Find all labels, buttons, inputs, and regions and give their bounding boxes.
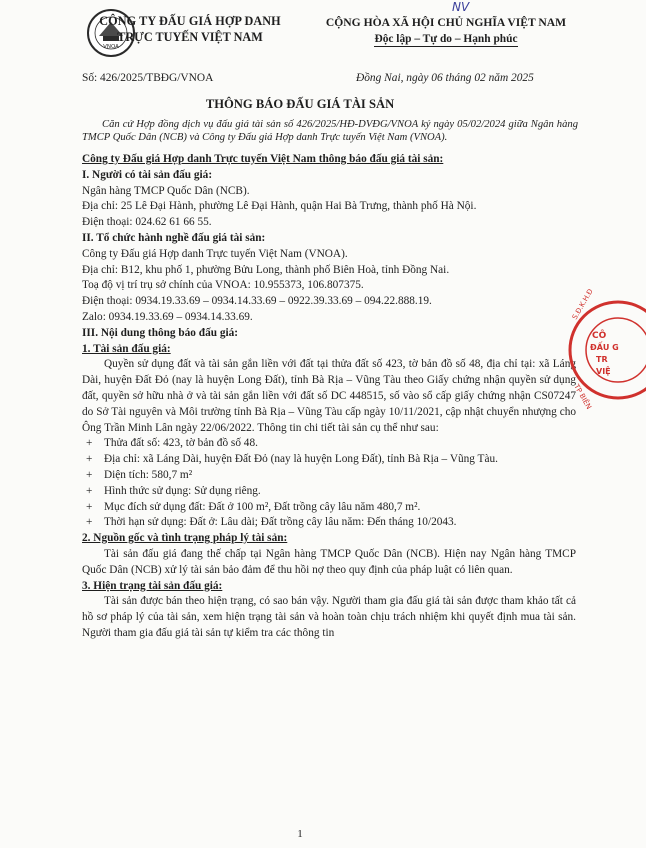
- stamp-text: S.Đ.K.H.Đ: [570, 287, 595, 321]
- document-body: [82, 152, 576, 642]
- owner-phone: Điện thoại: 024.62 61 66 55.: [82, 216, 212, 229]
- org-zalo: Zalo: 0934.19.33.69 – 0934.14.33.69.: [82, 310, 253, 323]
- stamp-text: CÔ: [592, 331, 607, 341]
- subsection-2-heading: 2. Nguồn gốc và tình trạng pháp lý tài sản:: [82, 532, 288, 545]
- subsection-1-heading: 1. Tài sản đấu giá:: [82, 342, 171, 355]
- document-title: THÔNG BÁO ĐẤU GIÁ TÀI SẢN: [205, 97, 395, 111]
- stamp-text: TR: [596, 355, 608, 364]
- company-stamp: [566, 287, 646, 411]
- asset-detail-item: + Diện tích: 580,7 m²: [82, 468, 576, 484]
- section-2-heading: II. Tổ chức hành nghề đấu giá tài sản:: [82, 231, 266, 244]
- org-address: Địa chỉ: B12, khu phố 1, phường Bửu Long, thành phố Biên Hoà, tỉnh Đồng Nai.: [82, 263, 450, 276]
- place-date: Đồng Nai, ngày 06 tháng 02 năm 2025: [356, 72, 534, 84]
- asset-detail-item: + Mục đích sử dụng đất: Đất ở 100 m², Đất trồng cây lâu năm 480,7 m².: [82, 500, 576, 516]
- logo-text: VNOA: [103, 44, 119, 50]
- asset-detail-item: + Thời hạn sử dụng: Đất ở: Lâu dài; Đất trồng cây lâu năm: Đến tháng 10/2043.: [82, 515, 576, 531]
- section-3-heading: III. Nội dung thông báo đấu giá:: [82, 326, 239, 339]
- company-name-line2: TRỰC TUYẾN VIỆT NAM: [117, 30, 263, 44]
- national-header: [320, 16, 572, 47]
- org-coordinates: Toạ độ vị trí trụ sở chính của VNOA: 10.955373, 106.807375.: [82, 279, 364, 292]
- legal-basis: Căn cứ Hợp đồng dịch vụ đấu giá tài sản số 426/2025/HĐ-DVĐG/VNOA ký ngày 05/02/2024 giữa Ngân hàng TMCP Quốc Dân (NCB) và Công ty Đấu giá Hợp danh Trực tuyến Việt Nam (VNOA).: [82, 119, 578, 143]
- nation-motto: Độc lập – Tự do – Hạnh phúc: [374, 33, 518, 45]
- owner-name: Ngân hàng TMCP Quốc Dân (NCB).: [82, 184, 250, 197]
- company-name-line1: CÔNG TY ĐẤU GIÁ HỢP DANH: [99, 14, 281, 28]
- legal-status-text: Tài sản đấu giá đang thế chấp tại Ngân hàng TMCP Quốc Dân (NCB). Hiện nay Ngân hàng TMCP Quốc Dân (NCB) xử lý tài sản bảo đảm để thu hồi nợ theo quy định của pháp luật có liên quan.: [82, 547, 576, 576]
- stamp-text: TP BIÊN: [572, 383, 593, 411]
- asset-detail-item: + Thửa đất số: 423, tờ bản đồ số 48.: [82, 436, 576, 452]
- announce-heading: Công ty Đấu giá Hợp danh Trực tuyến Việt Nam thông báo đấu giá tài sản:: [82, 153, 444, 165]
- nation-title: CỘNG HÒA XÃ HỘI CHỦ NGHĨA VIỆT NAM: [325, 16, 567, 29]
- subsection-3-heading: 3. Hiện trạng tài sản đấu giá:: [82, 579, 223, 592]
- asset-description: Quyền sử dụng đất và tài sản gắn liền với đất tại thửa đất số 423, tờ bản đồ số 48, địa chỉ tại: xã Láng Dài, huyện Đất Đỏ (nay là huyện Long Đất), tỉnh Bà Rịa – Vũng Tàu theo Giấy chứng nhận quyền sử dụng đất, quyền sở hữu nhà ở và tài sản gắn liền với đất số DC 448515, số vào sổ cấp giấy chứng nhận CS07247 do Sở Tài nguyên và Môi trường tỉnh Bà Rịa – Vũng Tàu cấp ngày 10/11/2021, cập nhật chuyển nhượng cho Ông Trần Minh Lân ngày 22/06/2022. Thông tin chi tiết tài sản cụ thể như sau:: [82, 358, 576, 434]
- owner-address: Địa chỉ: 25 Lê Đại Hành, phường Lê Đại Hành, quận Hai Bà Trưng, thành phố Hà Nội.: [82, 200, 477, 213]
- stamp-text: ĐẤU G: [590, 343, 619, 352]
- stamp-text: VIỆ: [596, 367, 611, 376]
- company-header: [70, 14, 310, 45]
- org-phone: Điện thoại: 0934.19.33.69 – 0934.14.33.69 – 0922.39.33.69 – 094.22.888.19.: [82, 295, 432, 308]
- asset-detail-item: + Địa chỉ: xã Láng Dài, huyện Đất Đỏ (nay là huyện Long Đất), tỉnh Bà Rịa – Vũng Tàu.: [82, 452, 576, 468]
- page-number: 1: [297, 828, 303, 840]
- document-number: Số: 426/2025/TBĐG/VNOA: [82, 72, 214, 84]
- asset-detail-item: + Hình thức sử dụng: Sử dụng riêng.: [82, 484, 576, 500]
- org-name: Công ty Đấu giá Hợp danh Trực tuyến Việt Nam (VNOA).: [82, 247, 348, 260]
- asset-condition-text: Tài sản được bán theo hiện trạng, có sao bán vậy. Người tham gia đấu giá tài sản được tham khảo tất cả hồ sơ pháp lý của tài sản, xem hiện trạng tài sản và hoàn toàn chịu trách nhiệm khi quyết định mua tài sản. Người tham gia đấu giá tài sản tự kiểm tra các thông tin: [82, 595, 576, 639]
- section-1-heading: I. Người có tài sản đấu giá:: [82, 168, 213, 181]
- handwritten-mark: NV: [452, 0, 470, 14]
